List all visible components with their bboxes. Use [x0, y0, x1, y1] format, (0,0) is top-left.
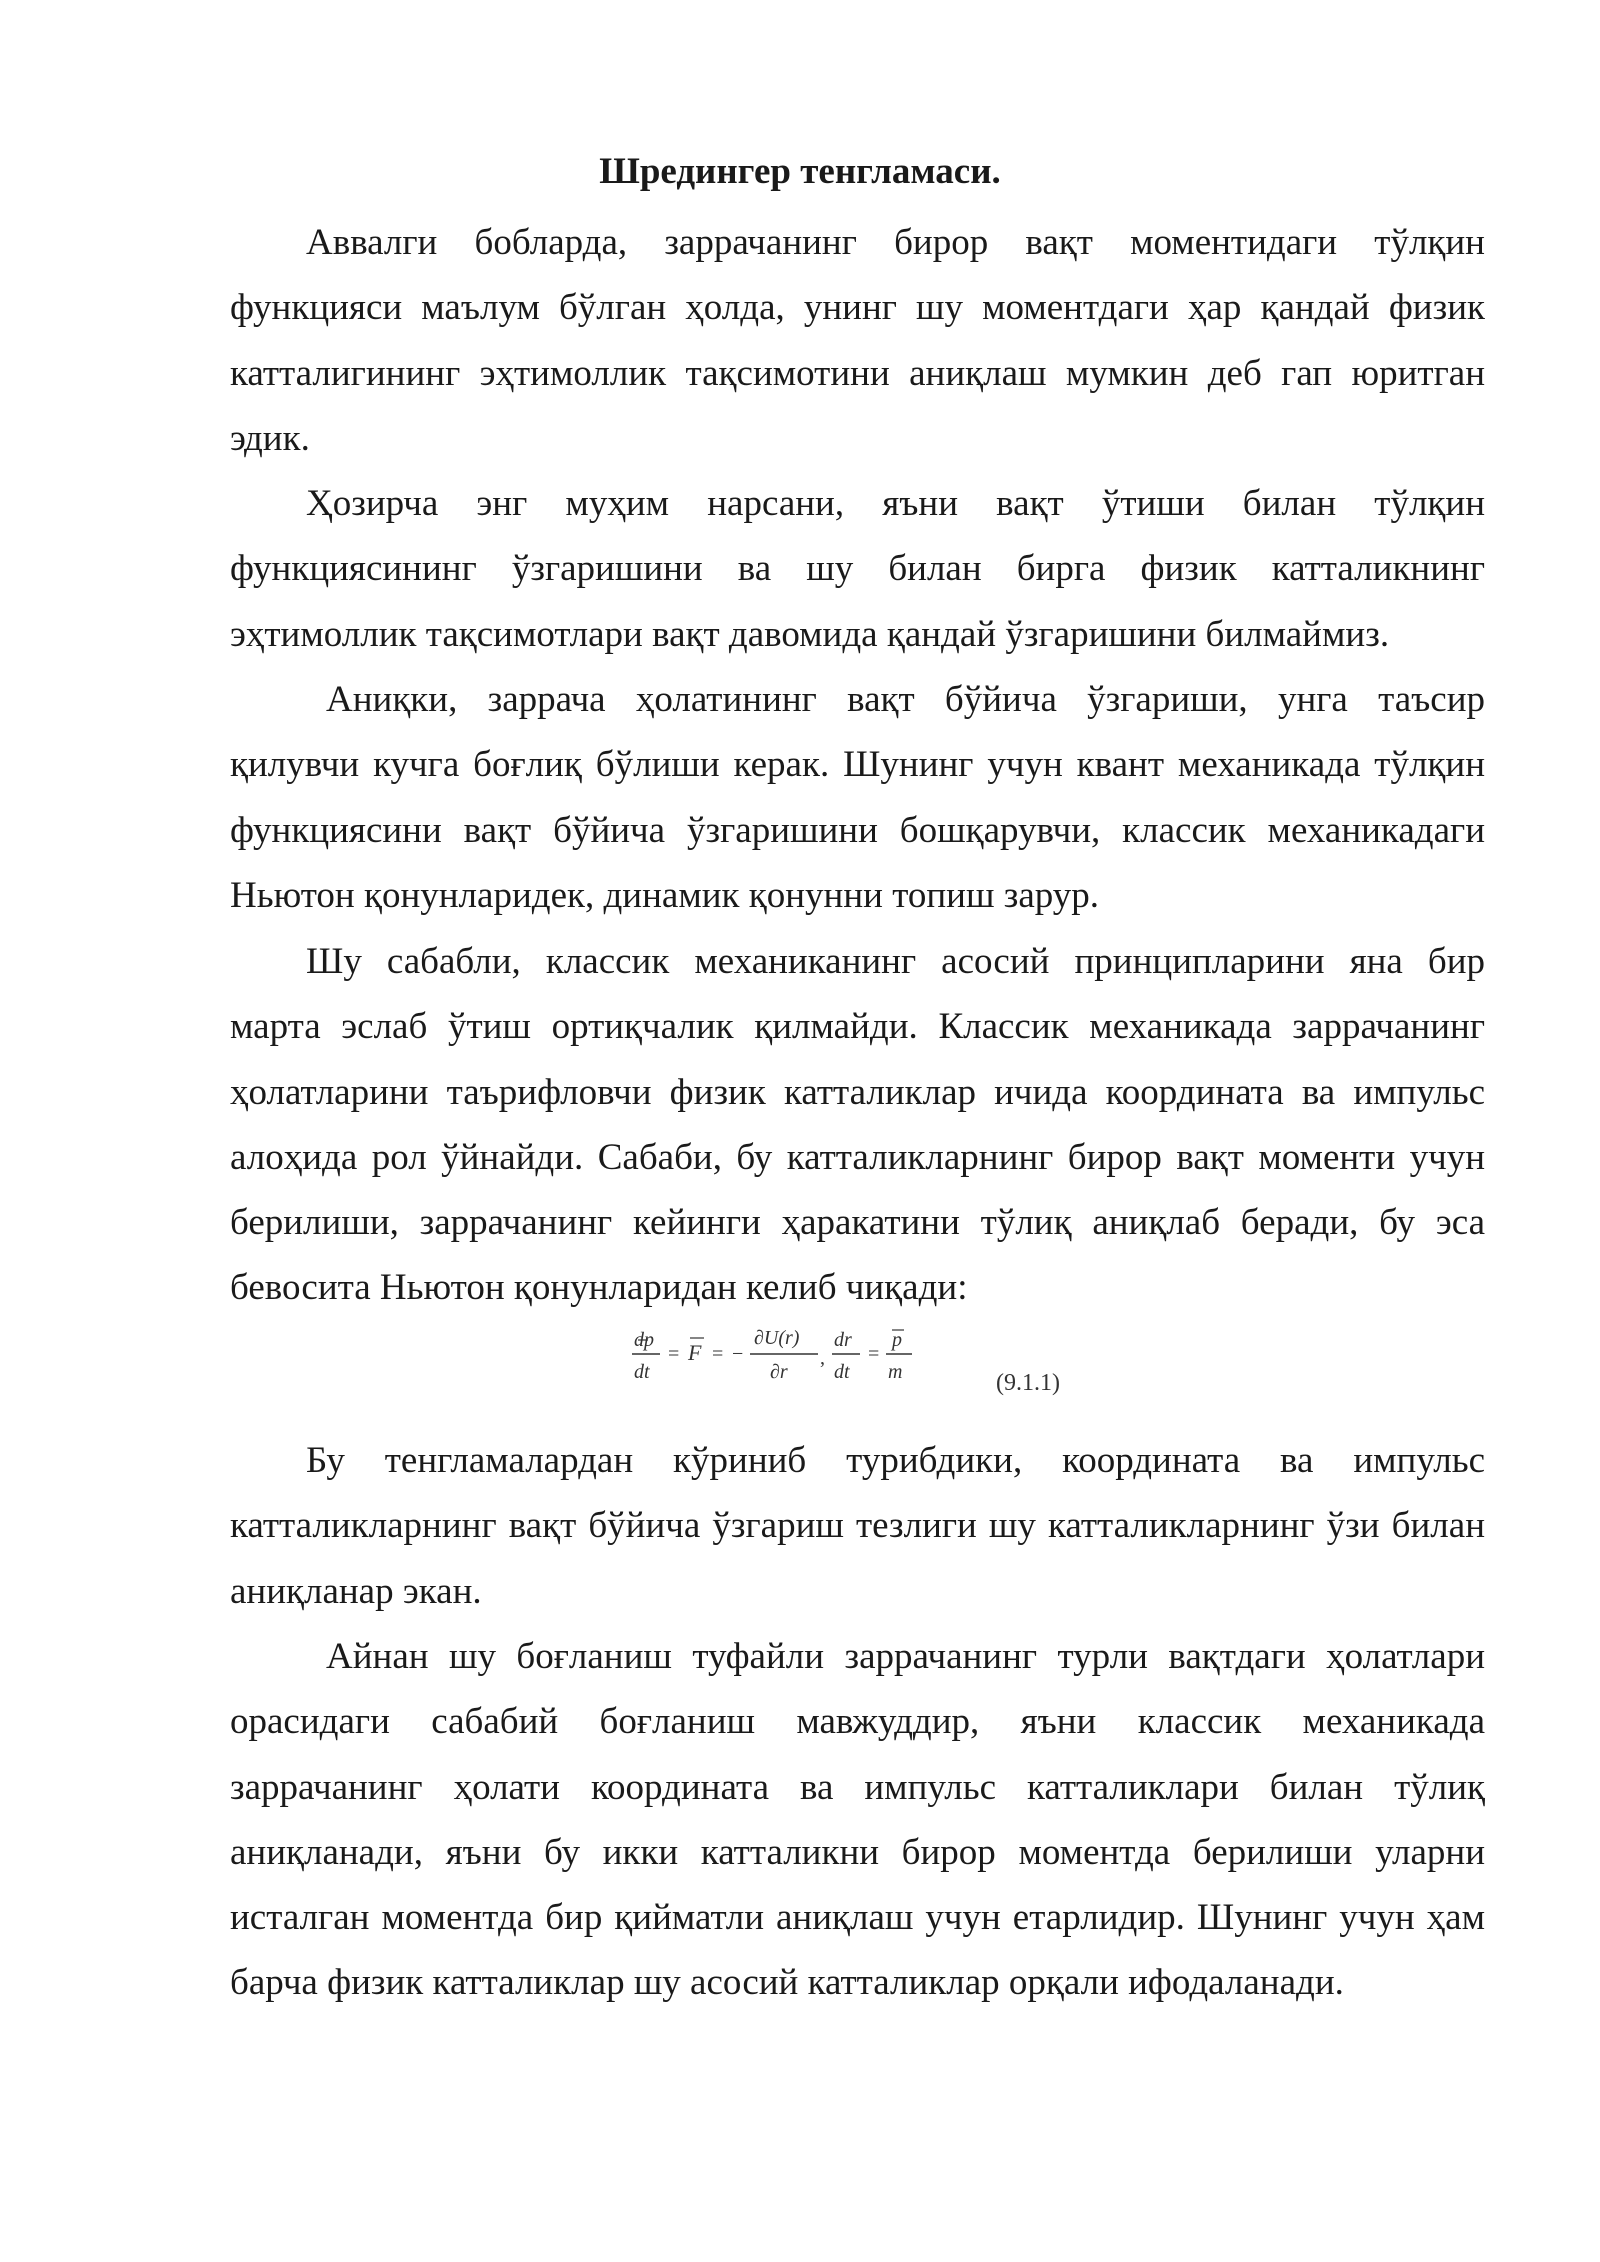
formula-potential-derivative: ∂U(r): [754, 1327, 800, 1349]
paragraph-line: функциясининг ўзгаришини ва шу билан бирга физик катталикнинг: [230, 548, 1485, 590]
paragraph-line: қилувчи кучга боғлиқ бўлиши керак. Шунинг учун квант механикада тўлқин: [230, 744, 1485, 786]
equation-number: (9.1.1): [996, 1370, 1060, 1396]
formula-dt: dt: [834, 1361, 850, 1383]
equals-sign: =: [868, 1343, 880, 1365]
paragraph-line: заррачанинг ҳолати координата ва импульс катталиклари билан тўлиқ: [230, 1766, 1485, 1808]
paragraph-line: Ҳозирча энг муҳим нарсани, яъни вақт ўтиши билан тўлқин: [306, 483, 1485, 524]
paragraph-line: берилиши, заррачанинг кейинги ҳаракатини тўлиқ аниқлаб беради, бу эса: [230, 1202, 1485, 1244]
paragraph-line: орасидаги сабабий боғланиш мавжуддир, яъни классик механикада: [230, 1701, 1485, 1743]
paragraph-line: аниқланар экан.: [230, 1570, 482, 1612]
equals-sign: =: [712, 1343, 724, 1365]
paragraph-line: Ньютон қонунларидек, динамик қонунни топиш зарур.: [230, 874, 1100, 916]
paragraph-line: Шу сабабли, классик механиканинг асосий принципларини яна бир: [306, 941, 1485, 982]
equals-sign: =: [668, 1343, 680, 1365]
paragraph-line: бевосита Ньютон қонунларидан келиб чиқади:: [230, 1267, 968, 1309]
paragraph-line: катталикларнинг вақт бўйича ўзгариш тезлиги шу катталикларнинг ўзи билан: [230, 1505, 1485, 1547]
formula-dp: dp: [634, 1329, 654, 1351]
paragraph-line: ҳолатларини таърифловчи физик катталиклар ичида координата ва импульс: [230, 1071, 1485, 1113]
paragraph-line: функциясини вақт бўйича ўзгаришини бошқарувчи, классик механикадаги: [230, 809, 1485, 851]
paragraph-line: Аввалги бобларда, заррачанинг бирор вақт моментидаги тўлқин: [306, 222, 1485, 263]
paragraph-line: алоҳида рол ўйнайди. Сабаби, бу катталикларнинг бирор вақт моменти учун: [230, 1136, 1485, 1178]
paragraph-line: катталигининг эҳтимоллик тақсимотини аниқлаш мумкин деб гап юритган: [230, 352, 1485, 394]
formula-p: p: [892, 1329, 902, 1351]
paragraph-2: [230, 471, 1485, 667]
formula-partial-r: ∂r: [770, 1361, 788, 1383]
formula-dr: dr: [834, 1329, 852, 1351]
paragraph-line: марта эслаб ўтиш ортиқчалик қилмайди. Классик механикада заррачанинг: [230, 1006, 1485, 1048]
paragraph-line: Аниқки, заррача ҳолатининг вақт бўйича ўзгариши, унга таъсир: [326, 679, 1485, 720]
equation-9-1-1: [630, 1318, 1110, 1398]
comma: ,: [820, 1347, 825, 1369]
paragraph-3: [230, 667, 1485, 928]
formula-m: m: [888, 1361, 903, 1383]
paragraph-line: эдик.: [230, 417, 310, 459]
paragraph-5: [230, 1428, 1485, 1624]
paragraph-line: Бу тенгламалардан кўриниб турибдики, координата ва импульс: [306, 1440, 1485, 1481]
paragraph-1: [230, 210, 1485, 471]
paragraph-line: барча физик катталиклар шу асосий катталиклар орқали ифодаланади.: [230, 1962, 1344, 2004]
paragraph-line: Айнан шу боғланиш туфайли заррачанинг турли вақтдаги ҳолатлари: [326, 1636, 1485, 1677]
paragraph-line: эҳтимоллик тақсимотлари вақт давомида қандай ўзгаришини билмаймиз.: [230, 613, 1390, 655]
formula-minus: −: [732, 1343, 744, 1365]
paragraph-4: [230, 929, 1485, 1321]
page-title: Шредингер тенгламаси.: [599, 151, 1001, 192]
paragraph-line: функцияси маълум бўлган ҳолда, унинг шу моментдаги ҳар қандай физик: [230, 287, 1485, 329]
paragraph-6: [230, 1624, 1485, 2016]
formula-force: F: [688, 1340, 702, 1365]
paragraph-line: исталган моментда бир қийматли аниқлаш учун етарлидир. Шунинг учун ҳам: [230, 1897, 1485, 1939]
paragraph-line: аниқланади, яъни бу икки катталикни бирор моментда берилиши уларни: [230, 1831, 1485, 1873]
equation-graphic: [630, 1318, 1110, 1398]
formula-dt: dt: [634, 1361, 650, 1383]
